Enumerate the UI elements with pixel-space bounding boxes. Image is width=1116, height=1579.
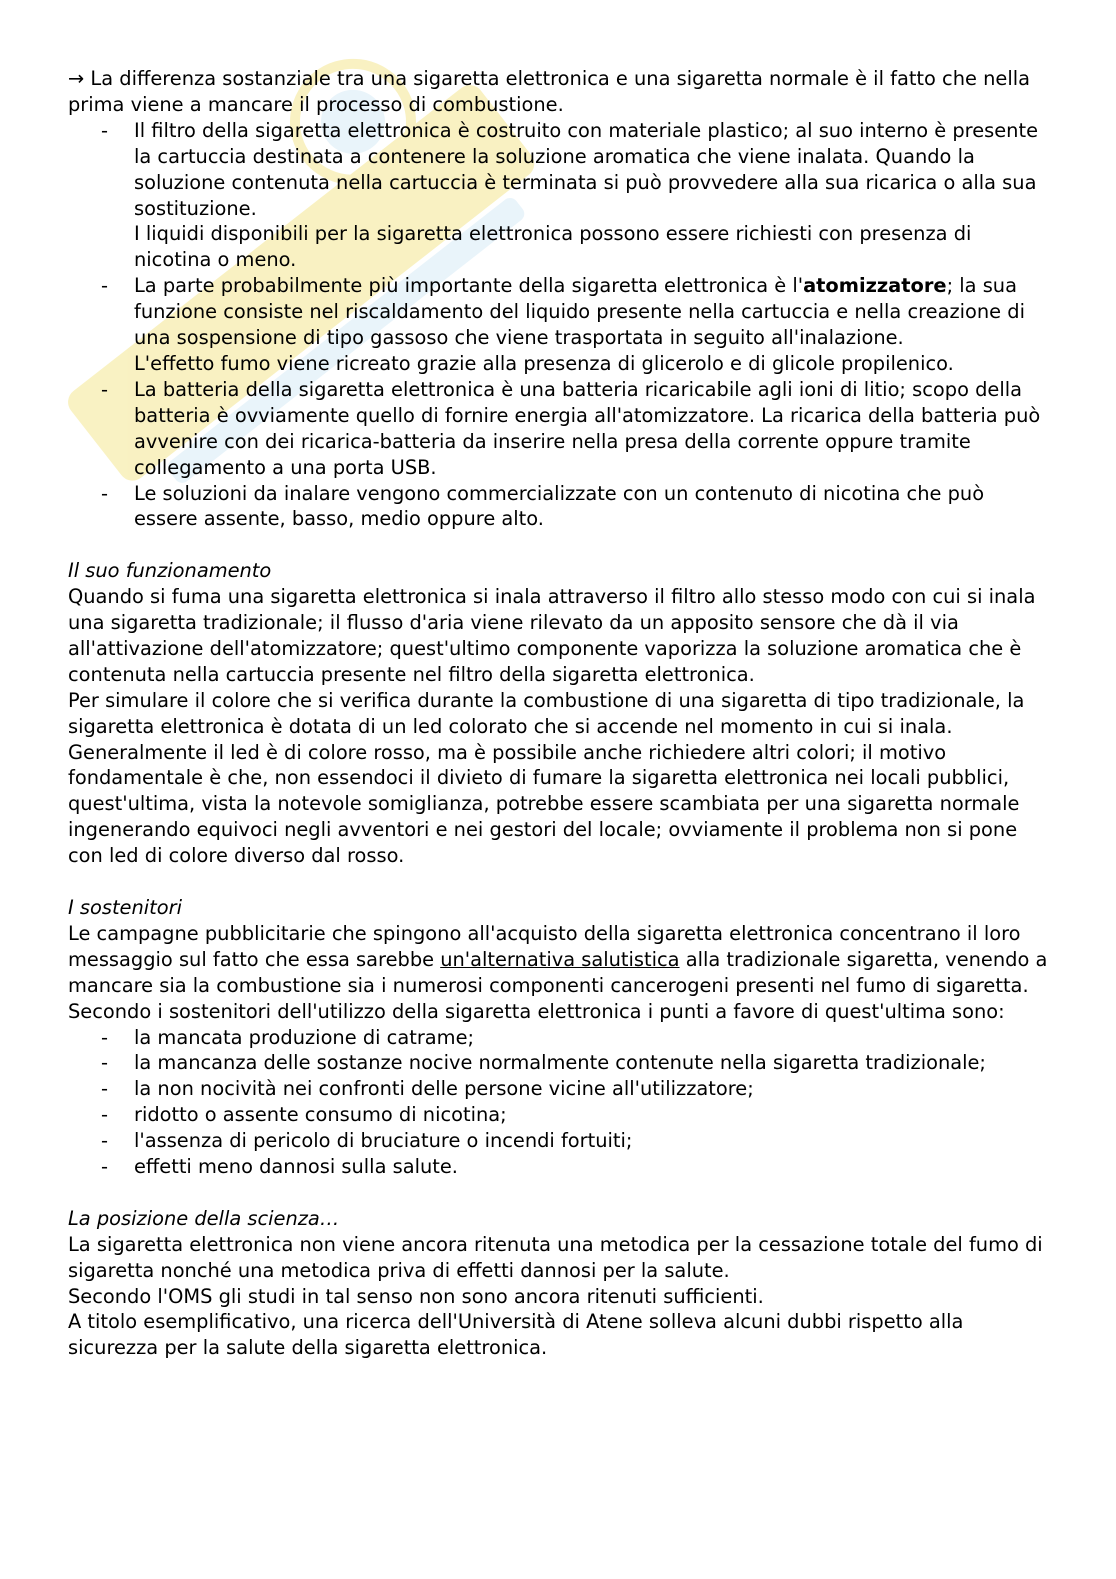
bullet: - (101, 274, 108, 298)
filter-text-2: I liquidi disponibili per la sigaretta elettronica possono essere richiesti con presenza di nicotina o meno. (134, 222, 972, 272)
bullet: - (101, 377, 108, 401)
list-item-text: l'assenza di pericolo di bruciature o incendi fortuiti; (134, 1129, 633, 1153)
list-item-solutions (68, 481, 1048, 533)
heading-scienza: La posizione della scienza… (68, 1206, 340, 1230)
bullet: - (101, 1155, 108, 1179)
list-item-text: la non nocività nei confronti delle persone vicine all'utilizzatore; (134, 1077, 754, 1101)
intro-text: La differenza sostanziale tra una sigaretta elettronica e una sigaretta normale è il fatto che nella prima viene a mancare il processo di combustione. (68, 67, 1030, 116)
list-item-text: ridotto o assente consumo di nicotina; (134, 1103, 507, 1127)
arrow-icon: → (68, 67, 85, 90)
solutions-text: Le soluzioni da inalare vengono commercializzate con un contenuto di nicotina che può essere assente, basso, medio oppure alto. (134, 481, 985, 531)
list-item (68, 1076, 1048, 1102)
bullet: - (101, 481, 108, 505)
list-item-battery (68, 377, 1048, 481)
funzionamento-p3: Generalmente il led è di colore rosso, ma è possibile anche richiedere altri colori; il motivo fondamentale è che, non essendoci il divieto di fumare la sigaretta elettronica nei locali pubblici, quest'ultima, vista la notevole somiglianza, potrebbe essere scambiata per una sigaretta normale ingenerando equivoci negli avventori e nei gestori del locale; ovviamente il problema non si pone con led di colore diverso dal rosso. (68, 740, 1020, 868)
list-item-text: la mancanza delle sostanze nocive normalmente contenute nella sigaretta tradizionale; (134, 1051, 986, 1075)
sostenitori-p1-post: alla tradizionale sigaretta, venendo a mancare sia la combustione sia i numerosi componenti cancerogeni presenti nel fumo di sigaretta. (68, 947, 1048, 997)
bullet: - (101, 1129, 108, 1153)
list-item-text: effetti meno dannosi sulla salute. (134, 1155, 458, 1179)
atomizer-post: ; la sua funzione consiste nel riscaldamento del liquido presente nella cartuccia e nella creazione di una sospensione di tipo gassoso che viene trasportata in seguito all'inalazione. (134, 274, 1025, 350)
funzionamento-p2: Per simulare il colore che si verifica durante la combustione di una sigaretta di tipo tradizionale, la sigaretta elettronica è dotata di un led colorato che si accende nel momento in cui si inala. (68, 688, 1025, 738)
underlined-phrase: un'alternativa salutistica (440, 947, 680, 971)
list-item-filter (68, 118, 1048, 273)
bullet: - (101, 1025, 108, 1049)
scienza-p3: A titolo esemplificativo, una ricerca dell'Università di Atene solleva alcuni dubbi rispetto alla sicurezza per la salute della sigaretta elettronica. (68, 1310, 964, 1360)
list-item (68, 1128, 1048, 1154)
scienza-p2: Secondo l'OMS gli studi in tal senso non sono ancora ritenuti sufficienti. (68, 1284, 764, 1308)
bullet: - (101, 118, 108, 142)
sostenitori-p2: Secondo i sostenitori dell'utilizzo della sigaretta elettronica i punti a favore di quest'ultima sono: (68, 999, 1005, 1023)
list-item-text: la mancata produzione di catrame; (134, 1025, 475, 1049)
heading-funzionamento: Il suo funzionamento (68, 559, 272, 583)
atomizer-pre: La parte probabilmente più importante della sigaretta elettronica è l' (134, 274, 804, 298)
components-list (68, 118, 1048, 533)
sostenitori-p1-pre: Le campagne pubblicitarie che spingono all'acquisto della sigaretta elettronica concentrano il loro messaggio sul fatto che essa sarebbe (68, 921, 1021, 971)
scienza-p1: La sigaretta elettronica non viene ancora ritenuta una metodica per la cessazione totale del fumo di sigaretta nonché una metodica priva di effetti dannosi per la salute. (68, 1232, 1043, 1282)
intro-paragraph (68, 66, 1048, 118)
funzionamento-p1: Quando si fuma una sigaretta elettronica si inala attraverso il filtro allo stesso modo con cui si inala una sigaretta tradizionale; il flusso d'aria viene rilevato da un apposito sensore che dà il via all'attivazione dell'atomizzatore; quest'ultimo componente vaporizza la soluzione aromatica che è contenuta nella cartuccia presente nel filtro della sigaretta elettronica. (68, 585, 1036, 686)
bullet: - (101, 1051, 108, 1075)
bullet: - (101, 1103, 108, 1127)
list-item (68, 1102, 1048, 1128)
list-item (68, 1025, 1048, 1051)
sostenitori-p1 (68, 921, 1048, 999)
document-page (68, 66, 1048, 1361)
list-item (68, 1154, 1048, 1180)
atomizer-term: atomizzatore (803, 274, 947, 298)
list-item-atomizer (68, 273, 1048, 377)
atomizer-text-1 (134, 273, 1048, 351)
filter-text-1: Il filtro della sigaretta elettronica è costruito con materiale plastico; al suo interno è presente la cartuccia destinata a contenere la soluzione aromatica che viene inalata. Quando la soluzione contenuta nella cartuccia è terminata si può provvedere alla sua ricarica o alla sua sostituzione. (134, 118, 1039, 220)
pros-list (68, 1025, 1048, 1180)
battery-text: La batteria della sigaretta elettronica è una batteria ricaricabile agli ioni di litio; scopo della batteria è ovviamente quello di fornire energia all'atomizzatore. La ricarica della batteria può avvenire con dei ricarica-batteria da inserire nella presa della corrente oppure tramite collegamento a una porta USB. (134, 377, 1041, 479)
atomizer-text-2: L'effetto fumo viene ricreato grazie alla presenza di glicerolo e di glicole propilenico. (134, 351, 954, 375)
list-item (68, 1050, 1048, 1076)
bullet: - (101, 1077, 108, 1101)
heading-sostenitori: I sostenitori (68, 895, 182, 919)
